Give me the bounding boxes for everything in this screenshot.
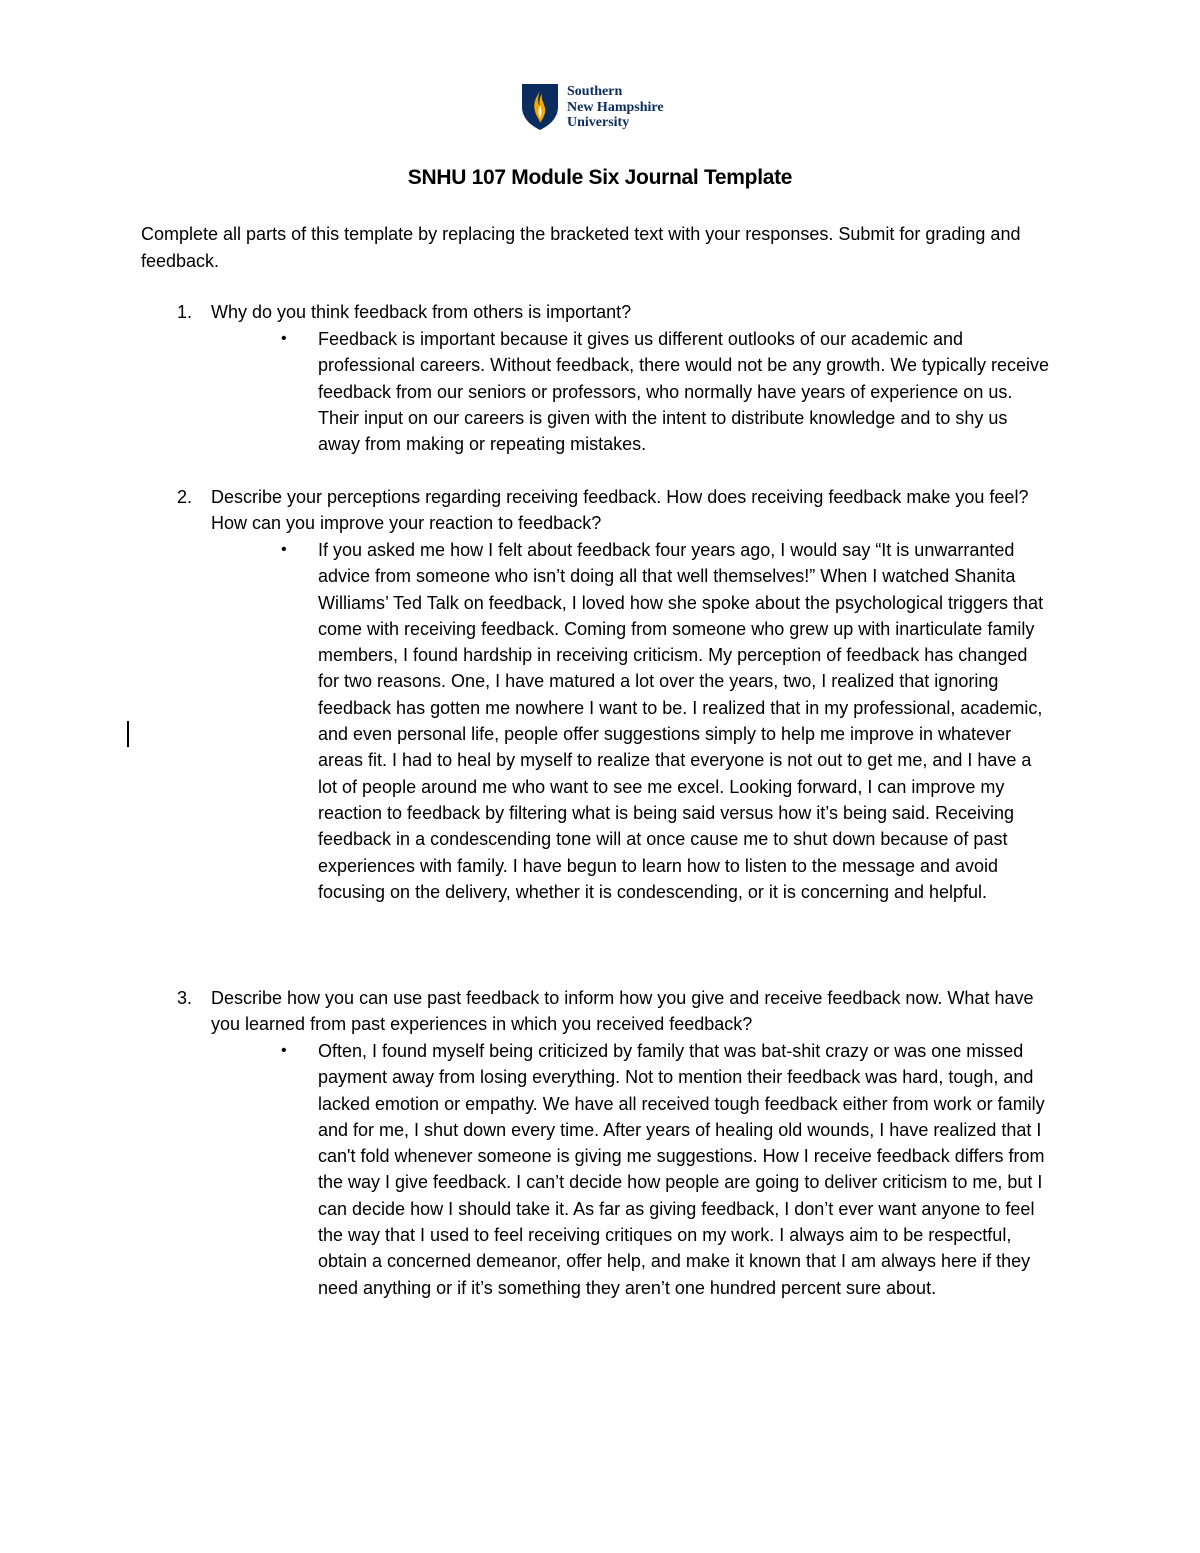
question-text: Why do you think feedback from others is important? — [211, 302, 632, 322]
answer-2 — [281, 537, 1051, 905]
question-2 — [177, 484, 1062, 537]
bullet-icon: • — [281, 1042, 287, 1059]
document-title: SNHU 107 Module Six Journal Template — [407, 166, 793, 189]
question-number: 3. — [177, 988, 193, 1008]
logo-line-3: University — [567, 115, 630, 130]
shield-flame-icon — [521, 83, 559, 131]
answer-text: If you asked me how I felt about feedback four years ago, I would say “It is unwarranted advice from someone who isn’t doing all that well themselves!” When I watched Shanita Williams’ Ted Talk on feedback, I loved how she spoke about the psychological triggers that come with receiving feedback. Coming from someone who grew up with inarticulate family members, I found hardship in receiving criticism. My perception of feedback has changed for two reasons. One, I have matured a lot over the years, two, I realized that ignoring feedback has gotten me nowhere I want to be. I realized that in my professional, academic, and even personal life, people offer suggestions simply to help me improve in whatever areas fit. I had to heal by myself to realize that everyone is not out to get me, and I have a lot of people around me who want to see me excel. Looking forward, I can improve my reaction to feedback by filtering what is being said versus how it’s being said. Receiving feedback in a condescending tone will at once cause me to shut down because of past experiences with family. I have begun to learn how to listen to the message and avoid focusing on the delivery, whether it is condescending, or it is concerning and helpful. — [318, 540, 1044, 902]
question-3 — [177, 985, 1062, 1038]
answer-text: Feedback is important because it gives us different outlooks of our academic and professional careers. Without feedback, there would not be any growth. We typically receive feedback from our seniors or professors, who normally have years of experience on us. Their input on our careers is given with the intent to distribute knowledge and to shy us away from making or repeating mistakes. — [318, 329, 1050, 455]
snhu-logo — [521, 83, 691, 133]
logo-wordmark — [567, 84, 664, 131]
text-cursor — [127, 721, 129, 747]
question-1 — [177, 299, 1062, 325]
question-number: 2. — [177, 487, 193, 507]
question-number: 1. — [177, 302, 193, 322]
question-text: Describe how you can use past feedback to inform how you give and receive feedback now. What have you learned from past experiences in which you received feedback? — [211, 988, 1034, 1035]
answer-3 — [281, 1038, 1051, 1301]
question-text: Describe your perceptions regarding receiving feedback. How does receiving feedback make you feel? How can you improve your reaction to feedback? — [211, 487, 1029, 534]
intro-paragraph: Complete all parts of this template by replacing the bracketed text with your responses. Submit for grading and feedback. — [141, 224, 1021, 271]
bullet-icon: • — [281, 541, 287, 558]
logo-line-1: Southern — [567, 84, 623, 99]
answer-1 — [281, 326, 1051, 457]
logo-line-2: New Hampshire — [567, 99, 664, 115]
answer-text: Often, I found myself being criticized by family that was bat-shit crazy or was one missed payment away from losing everything. Not to mention their feedback was hard, tough, and lacked emotion or empathy. We have all received tough feedback either from work or family and for me, I shut down every time. After years of healing old wounds, I have realized that I can't fold whenever someone is giving me suggestions. How I receive feedback differs from the way I give feedback. I can’t decide how people are going to deliver criticism to me, but I can decide how I should take it. As far as giving feedback, I don’t ever want anyone to feel the way that I used to feel receiving critiques on my work. I always aim to be respectful, obtain a concerned demeanor, offer help, and make it known that I am always here if they need anything or if it’s something they aren’t one hundred percent sure about. — [318, 1041, 1045, 1298]
bullet-icon: • — [281, 330, 287, 347]
